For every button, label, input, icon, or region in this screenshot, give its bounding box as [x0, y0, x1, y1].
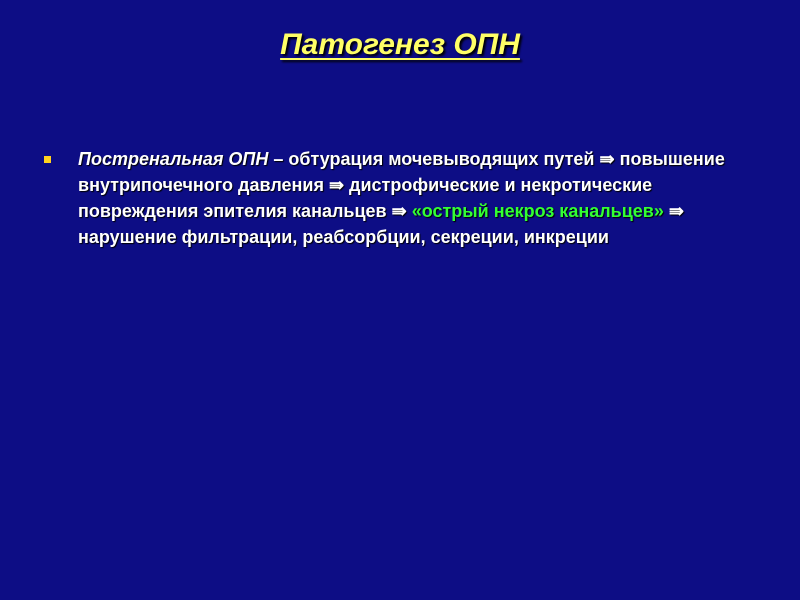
bullet-part1: – обтурация мочевыводящих путей ⇛ повышение внутрипочечного давления ⇛ дистрофические и некротические повреждения эпителия канальцев ⇛ — [78, 149, 725, 221]
bullet-text — [78, 146, 734, 250]
square-bullet-icon — [44, 156, 51, 163]
bullet-item — [44, 146, 734, 250]
bullet-highlight: «острый некроз канальцев» — [411, 201, 664, 221]
slide-title: Патогенез ОПН — [280, 28, 520, 61]
bullet-lead: Постренальная ОПН — [78, 149, 269, 169]
bullet-part2: ⇛ нарушение фильтрации, реабсорбции, секреции, инкреции — [78, 201, 684, 247]
